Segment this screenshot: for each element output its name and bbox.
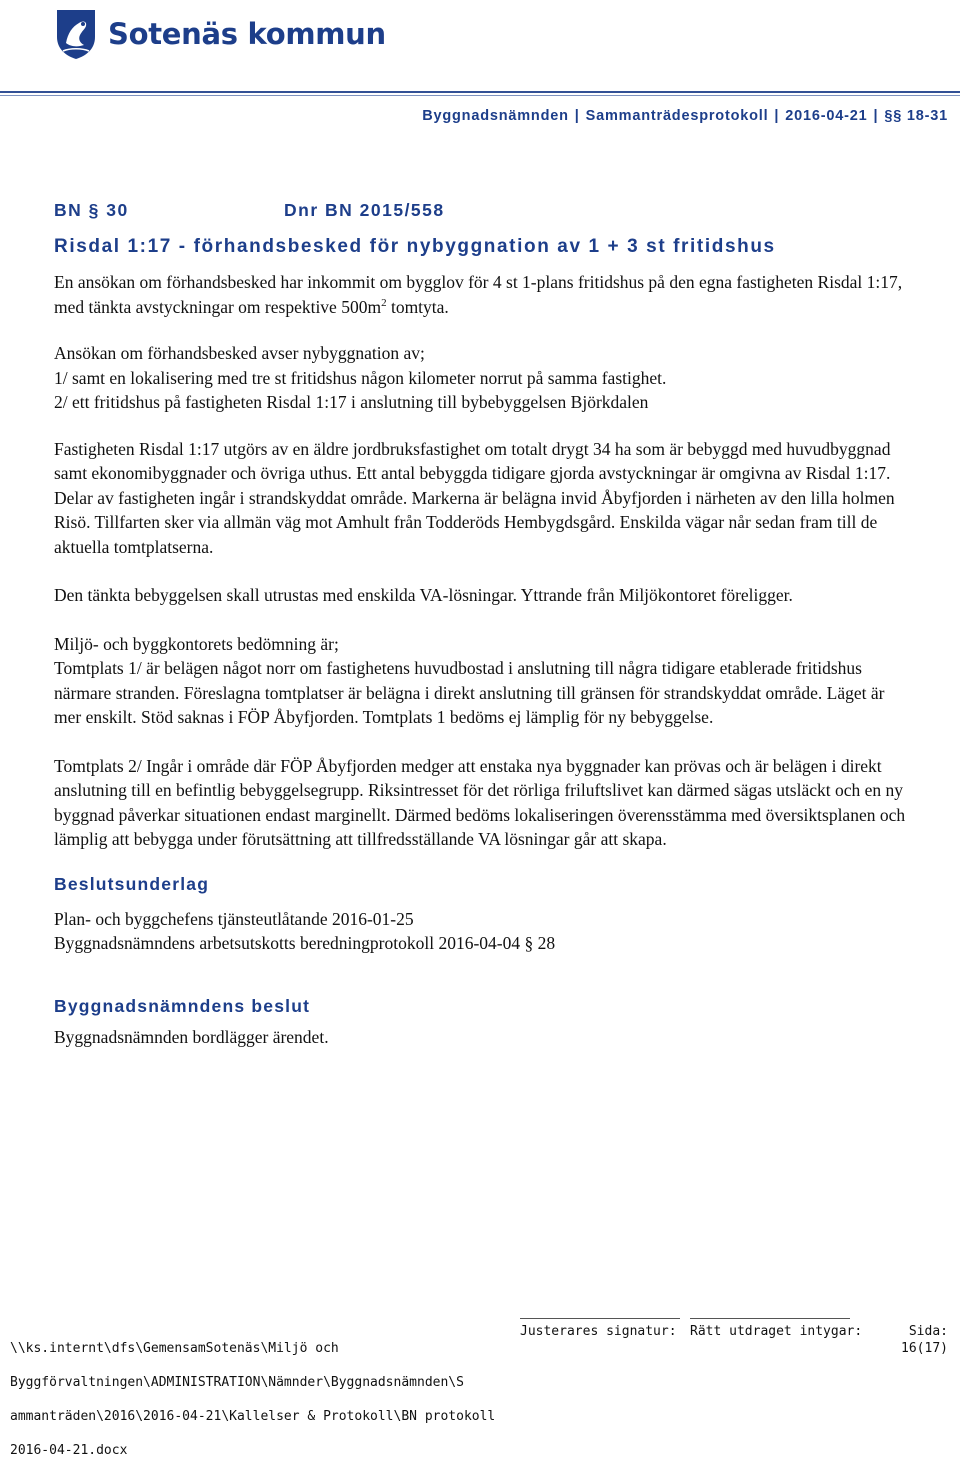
file-path [10,1323,530,1476]
page-indicator [901,1323,948,1357]
paragraph-scope-line1: Ansökan om förhandsbesked avser nybyggnation av; [54,343,425,363]
header-paragraphs: 18-31 [906,108,948,124]
file-path-line-1: \\ks.internt\dfs\GemensamSotenäs\Miljö och [10,1341,339,1356]
section-symbol: § [884,108,894,124]
paragraph-water: Den tänkta bebyggelsen skall utrustas med enskilda VA-lösningar. Yttrande från Miljökontoret föreligger. [54,585,793,605]
paragraph-application-tail: tomtyta. [386,296,449,317]
municipality-logo [54,6,386,62]
beslut-text: Byggnadsnämnden bordlägger ärendet. [54,1026,329,1047]
case-dnr: Dnr BN 2015/558 [284,200,445,220]
header-doc-type: Sammanträdesprotokoll [585,108,769,124]
header-board: Byggnadsnämnden [422,108,569,124]
header-date: 2016-04-21 [785,108,868,124]
paragraph-application-text: En ansökan om förhandsbesked har inkommit om bygglov för 4 st 1-plans fritidshus på den egna fastigheten Risdal 1:17, med tänkta avstyckningar om respektive 500m [54,272,903,317]
heading-beslutsunderlag: Beslutsunderlag [54,873,210,894]
document-body [54,200,914,1049]
logo-text: Sotenäs kommun [108,17,386,51]
paragraph-assessment-plot2: Tomtplats 2/ Ingår i område där FÖP Åbyfjorden medger att enstaka nya byggnader kan prövas och är belägen i direkt anslutning till en befintlig bebyggelsegrupp. Riksintresset för det rörliga friluftslivet kan därmed sägas utsläckt och en ny byggnad påverkar situationen endast marginellt. Därmed bedöms lokaliseringen överensstämma med översiktsplanen och lämplig att bebygga under förutsättning att tillfredsställande VA lösningar går att skapa. [54,755,906,849]
header-rule [0,91,960,93]
paragraph-property: Fastigheten Risdal 1:17 utgörs av en äldre jordbruksfastighet om totalt drygt 34 ha som är bebyggd med huvudbyggnad samt ekonomibyggnader och övriga uthus. Ett antal bebyggda tidigare gjorda avstyckningar är omgivna av Risdal 1:17. Delar av fastigheten ingår i strandskyddat område. Markerna är belägna invid Åbyfjorden i närheten av den lilla holmen Risö. Tillfarten sker via allmän väg mot Amhult från Todderöds Hembygdsgård. Enskilda vägar når sedan fram till de aktuella tomtplatserna. [54,438,895,557]
case-title: Risdal 1:17 - förhandsbesked för nybyggnation av 1 + 3 st fritidshus [54,236,776,257]
signature-label: Justerares signatur: [520,1324,677,1339]
coat-of-arms-icon [54,7,98,61]
case-id-row [54,200,914,228]
copy-line [690,1318,850,1319]
copy-certify-label: Rätt utdraget intygar: [690,1324,863,1339]
beslutsunderlag-item-1: Plan- och byggchefens tjänsteutlåtande 2016-01-25 [54,908,414,929]
paragraph-assessment-intro: Miljö- och byggkontorets bedömning är; [54,633,339,654]
superscript-2: 2 [381,296,387,309]
section-symbol-2: § [893,108,903,124]
case-number: BN § 30 [54,200,129,220]
file-path-line-4: 2016-04-21.docx [10,1443,128,1458]
paragraph-assessment-plot1: Tomtplats 1/ är belägen något norr om fastighetens huvudbostad i anslutning till några tidigare etablerade fritidshus närmare stranden. Föreslagna tomtplatser är belägna i direkt anslutning till gränsen för strandskyddat område. Läget är mer enskilt. Stöd saknas i FÖP Åbyfjorden. Tomtplats 1 bedöms ej lämplig för ny bebyggelse. [54,658,885,727]
paragraph-scope-line2: 1/ samt en lokalisering med tre st fritidshus någon kilometer norrut på samma fastighet. [54,367,667,388]
beslutsunderlag-item-2: Byggnadsnämndens arbetsutskotts beredningprotokoll 2016-04-04 § 28 [54,933,556,953]
page-value: 16(17) [901,1341,948,1356]
paragraph-scope-line3: 2/ ett fritidshus på fastigheten Risdal 1:17 i anslutning till bybebyggelsen Björkdalen [54,392,649,412]
running-header: Byggnadsnämnden | Sammanträdesprotokoll | 2016-04-21 | §§ 18-31 [422,108,948,124]
file-path-line-3: ammanträden\2016\2016-04-21\Kallelser & Protokoll\BN protokoll [10,1409,496,1424]
file-path-line-2: Byggförvaltningen\ADMINISTRATION\Nämnder\Byggnadsnämnden\S [10,1375,464,1390]
page-footer [0,1318,960,1458]
signature-line [520,1318,680,1319]
page-label: Sida: [908,1324,948,1339]
header-rule-thin [0,95,960,96]
heading-beslut: Byggnadsnämndens beslut [54,995,311,1016]
paragraph-application [54,270,914,319]
